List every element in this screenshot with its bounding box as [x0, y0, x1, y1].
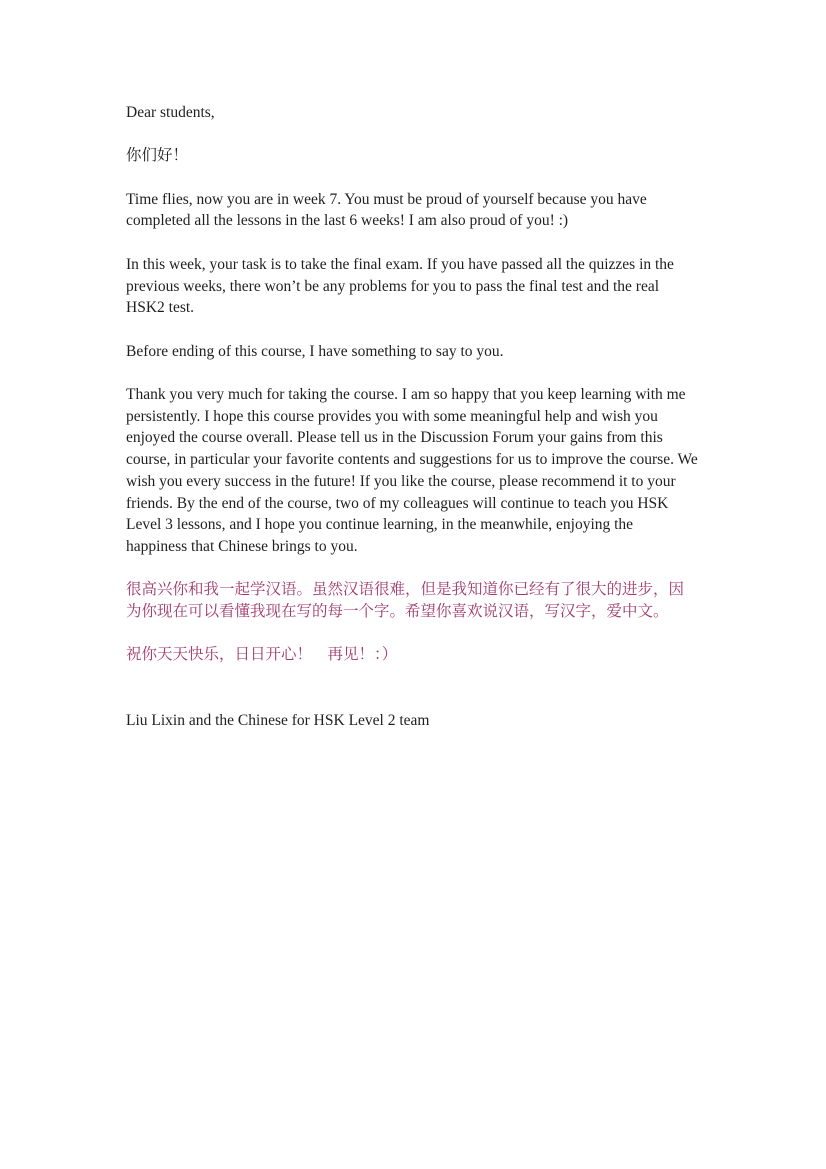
salutation-chinese: 你们好！ — [126, 147, 189, 165]
paragraph-week-7: Time flies, now you are in week 7. You must be proud of yourself because you have completed all the lessons in the last 6 weeks! I am also proud of you! :) — [126, 190, 647, 230]
paragraph-thank-you: Thank you very much for taking the course. I am so happy that you keep learning with me persistently. I hope this course provides you with some meaningful help and wish you enjoyed the course overall. Please tell us in the Discussion Forum your gains from this course, in particular your favorite contents and suggestions for us to improve the course. We wish you every success in the future! If you like the course, please recommend it to your friends. By the end of the course, two of my colleagues will continue to teach you HSK Level 3 lessons, and I hope you continue learning, in the meanwhile, enjoying the happiness that Chinese brings to you. — [126, 386, 698, 555]
paragraph-before-ending: Before ending of this course, I have something to say to you. — [126, 342, 504, 360]
letter-body — [126, 102, 698, 753]
signature: Liu Lixin and the Chinese for HSK Level 2 team — [126, 711, 430, 729]
paragraph-final-exam: In this week, your task is to take the final exam. If you have passed all the quizzes in the previous weeks, there won’t be any problems for you to pass the final test and the real HSK2 test. — [126, 255, 674, 317]
paragraph-chinese-message: 很高兴你和我一起学汉语。虽然汉语很难，但是我知道你已经有了很大的进步，因为你现在可以看懂我现在写的每一个字。希望你喜欢说汉语，写汉字，爱中文。 — [126, 580, 685, 621]
paragraph-chinese-farewell: 祝你天天快乐，日日开心！ 再见！：） — [126, 645, 398, 664]
salutation-english: Dear students, — [126, 104, 215, 121]
